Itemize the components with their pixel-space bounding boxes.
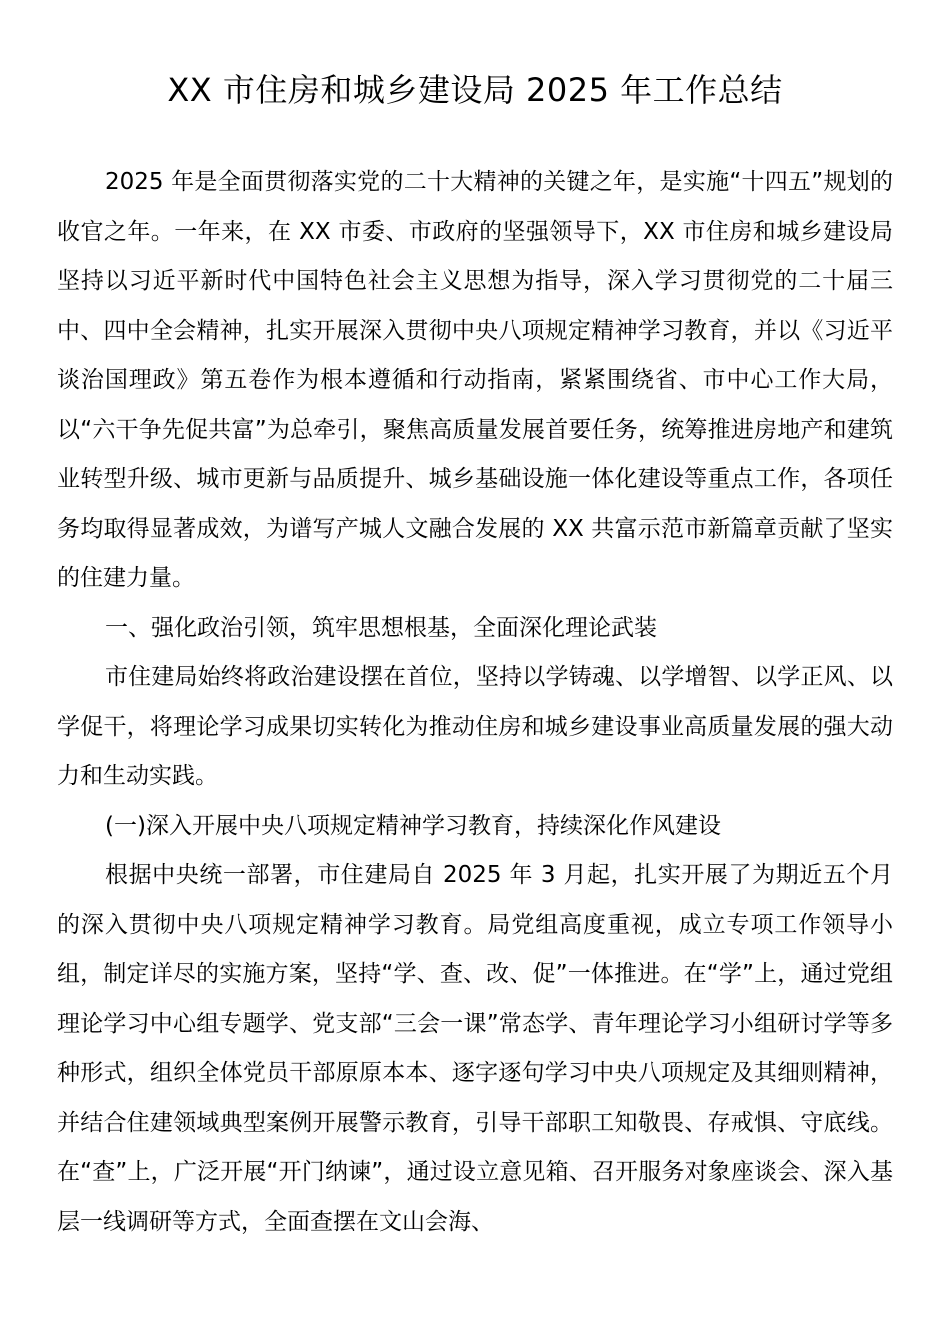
- document-page: [57, 62, 893, 1247]
- document-title: XX 市住房和城乡建设局 2025 年工作总结: [167, 71, 783, 109]
- section-heading: 一、强化政治引领，筑牢思想根基，全面深化理论武装: [105, 614, 657, 641]
- intro-paragraph: 2025 年是全面贯彻落实党的二十大精神的关键之年，是实施“十四五”规划的收官之年。一年来，在 XX 市委、市政府的坚强领导下，XX 市住房和城乡建设局坚持以习近平新时代中国特色社会主义思想为指导，深入学习贯彻党的二十届三中、四中全会精神，扎实开展深入贯彻中央八项规定精神学习教育，并以《习近平谈治国理政》第五卷作为根本遵循和行动指南，紧紧围绕省、市中心工作大局，以“六干争先促共富”为总牵引，聚焦高质量发展首要任务，统筹推进房地产和建筑业转型升级、城市更新与品质提升、城乡基础设施一体化建设等重点工作，各项任务均取得显著成效，为谱写产城人文融合发展的 XX 共富示范市新篇章贡献了坚实的住建力量。: [57, 169, 893, 591]
- subsection-paragraph: 根据中央统一部署，市住建局自 2025 年 3 月起，扎实开展了为期近五个月的深入贯彻中央八项规定精神学习教育。局党组高度重视，成立专项工作领导小组，制定详尽的实施方案，坚持“学、查、改、促”一体推进。在“学”上，通过党组理论学习中心组专题学、党支部“三会一课”常态学、青年理论学习小组研讨学等多种形式，组织全体党员干部原原本本、逐字逐句学习中央八项规定及其细则精神，并结合住建领域典型案例开展警示教育，引导干部职工知敬畏、存戒惧、守底线。在“查”上，广泛开展“开门纳谏”，通过设立意见箱、召开服务对象座谈会、深入基层一线调研等方式，全面查摆在文山会海、: [57, 862, 893, 1235]
- subsection-heading: (一)深入开展中央八项规定精神学习教育，持续深化作风建设: [105, 812, 721, 839]
- section-paragraph: 市住建局始终将政治建设摆在首位，坚持以学铸魂、以学增智、以学正风、以学促干，将理论学习成果切实转化为推动住房和城乡建设事业高质量发展的强大动力和生动实践。: [57, 664, 893, 789]
